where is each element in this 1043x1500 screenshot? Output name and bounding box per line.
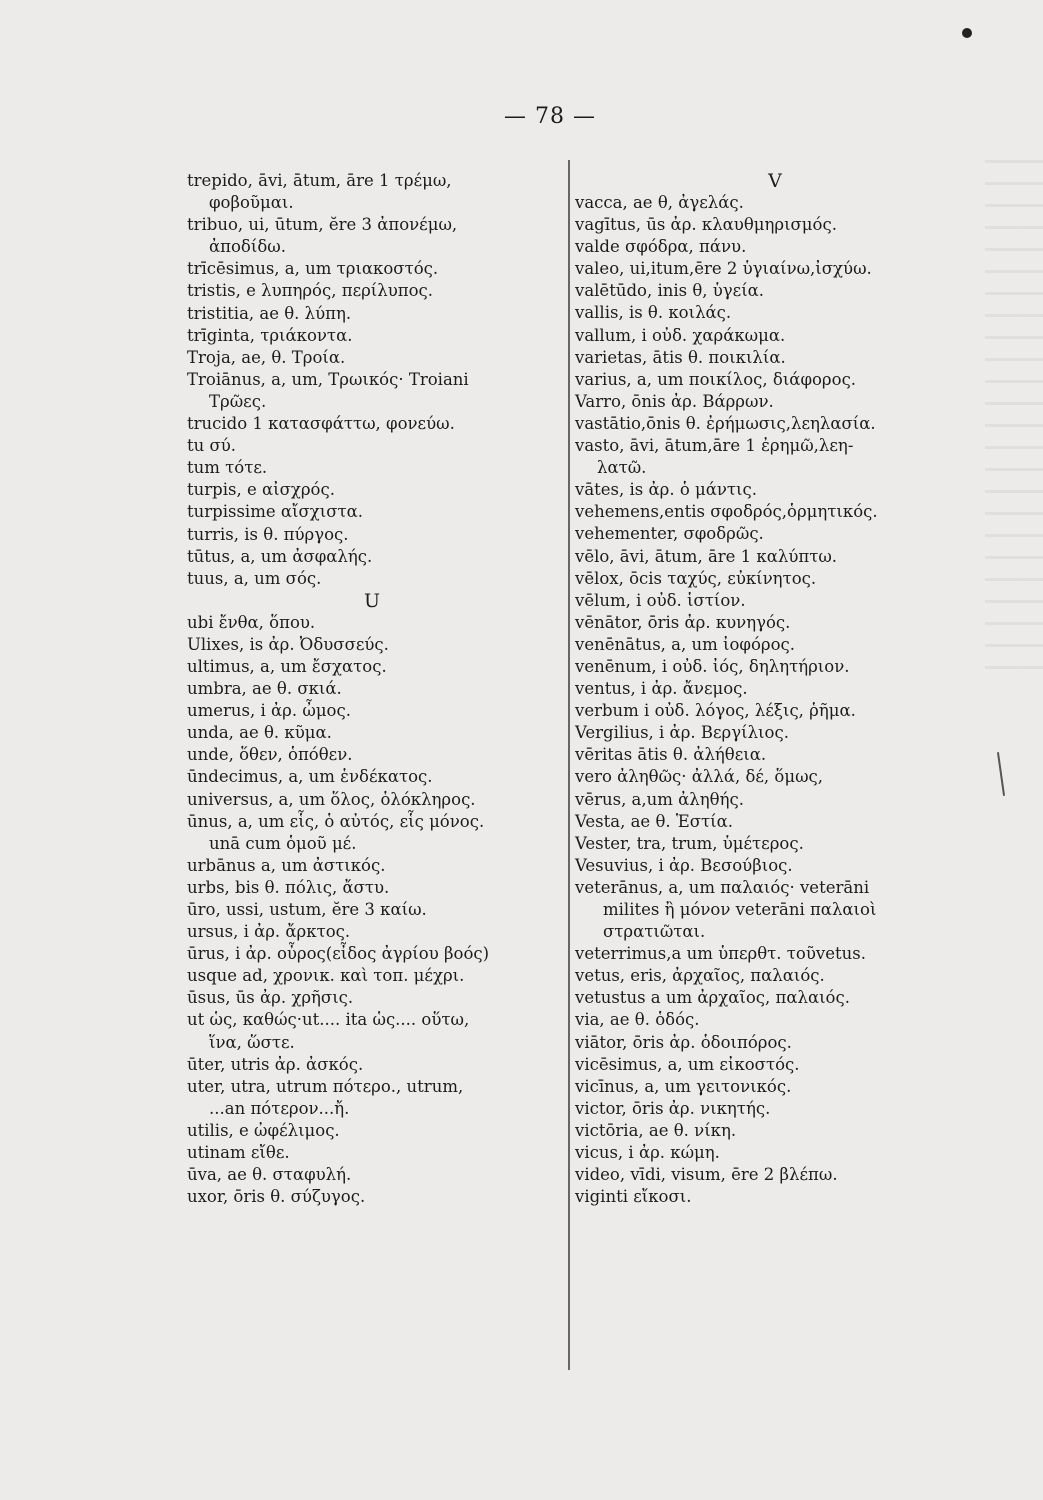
dictionary-entry: vēlum, i οὐδ. ἱστίον. xyxy=(575,590,746,610)
dictionary-entry: utinam εἴθε. xyxy=(187,1143,290,1163)
dictionary-entry: ...an πότερον...ἤ. xyxy=(209,1098,350,1118)
dictionary-entry: urbs, bis θ. πόλις, ἄστυ. xyxy=(187,877,390,897)
left-column xyxy=(187,170,565,1208)
dictionary-entry: victōria, ae θ. νίκη. xyxy=(575,1120,737,1140)
dictionary-entry: Ulixes, is ἀρ. Ὀδυσσεύς. xyxy=(187,634,389,654)
dictionary-entry: unde, ὅθεν, ὁπόθεν. xyxy=(187,745,353,765)
dictionary-entry: ūva, ae θ. σταφυλή. xyxy=(187,1165,352,1185)
dictionary-entry: ursus, i ἀρ. ἄρκτος. xyxy=(187,922,351,942)
dictionary-entry: λατῶ. xyxy=(597,458,647,478)
dictionary-entry: ūrus, i ἀρ. οὖρος(εἶδος ἀγρίου βοός) xyxy=(187,944,490,964)
dictionary-entry: vicīnus, a, um γειτονικός. xyxy=(575,1076,792,1096)
dictionary-entry: vasto, āvi, ātum,āre 1 ἐρημῶ,λεη- xyxy=(575,436,854,456)
dictionary-entry: unda, ae θ. κῦμα. xyxy=(187,723,332,743)
right-column xyxy=(575,170,975,1208)
dictionary-entry: tuus, a, um σός. xyxy=(187,568,322,588)
dictionary-entry: vacca, ae θ, ἀγελάς. xyxy=(575,193,744,212)
dictionary-entry: Τρῶες. xyxy=(209,391,267,411)
dictionary-entry: ἀποδίδω. xyxy=(209,237,286,257)
dictionary-entry: tu σύ. xyxy=(187,436,237,456)
dictionary-entry: via, ae θ. ὁδός. xyxy=(575,1010,700,1030)
dictionary-entry: vehementer, σφοδρῶς. xyxy=(575,524,764,544)
dictionary-entry: vallum, i οὐδ. χαράκωμα. xyxy=(575,325,786,345)
dictionary-entry: unā cum ὁμοῦ μέ. xyxy=(209,833,357,853)
dictionary-entry: ubi ἔνθα, ὅπου. xyxy=(187,612,316,632)
dictionary-entry: vastātio,ōnis θ. ἐρήμωσις,λεηλασία. xyxy=(575,413,876,433)
dictionary-entry: trucido 1 κατασφάττω, φονεύω. xyxy=(187,414,455,434)
dictionary-entry: veterrimus,a um ὑπερθτ. τοῦvetus. xyxy=(575,944,866,964)
page-number: — 78 — xyxy=(504,104,596,129)
dictionary-entry: ūro, ussi, ustum, ĕre 3 καίω. xyxy=(187,900,427,919)
dictionary-entry: ἵνα, ὥστε. xyxy=(209,1032,295,1052)
dictionary-entry: vagītus, ūs ἀρ. κλαυθμηρισμός. xyxy=(575,215,837,235)
dictionary-entry: vetustus a um ἀρχαῖος, παλαιός. xyxy=(575,988,850,1008)
dictionary-entry: vetus, eris, ἀρχαῖος, παλαιός. xyxy=(575,966,825,986)
dictionary-entry: venēnātus, a, um ἰοφόρος. xyxy=(575,634,796,654)
dictionary-entry: varius, a, um ποικίλος, διάφορος. xyxy=(575,369,857,389)
dictionary-entry: vehemens,entis σφοδρός,ὁρμητικός. xyxy=(575,502,878,522)
dictionary-entry: utilis, e ὠφέλιμος. xyxy=(187,1120,340,1140)
dictionary-entry: venēnum, i οὐδ. ἰός, δηλητήριον. xyxy=(575,656,850,676)
dictionary-entry: video, vīdi, visum, ēre 2 βλέπω. xyxy=(575,1165,838,1185)
dictionary-entry: vicus, i ἀρ. κώμη. xyxy=(575,1143,720,1163)
dictionary-entry: vēritas ātis θ. ἀλήθεια. xyxy=(575,745,767,765)
dictionary-entry: turris, is θ. πύργος. xyxy=(187,524,349,544)
margin-mark xyxy=(997,752,1005,796)
dictionary-entry: uxor, ōris θ. σύζυγος. xyxy=(187,1187,366,1207)
dictionary-entry: ūter, utris ἀρ. ἀσκός. xyxy=(187,1054,364,1074)
dictionary-entry: urbānus a, um ἀστικός. xyxy=(187,855,386,875)
dictionary-entry: valde σφόδρα, πάνυ. xyxy=(575,237,747,257)
dictionary-entry: tristitia, ae θ. λύπη. xyxy=(187,303,352,323)
bleed-through-texture xyxy=(985,160,1043,680)
dictionary-entry: Vester, tra, trum, ὑμέτερος. xyxy=(575,833,804,853)
dictionary-entry: ūnus, a, um εἷς, ὁ αὐτός, εἷς μόνος. xyxy=(187,811,485,831)
dictionary-entry: vēlo, āvi, ātum, āre 1 καλύπτω. xyxy=(575,546,838,566)
dictionary-entry: Varro, ōnis ἀρ. Βάρρων. xyxy=(575,391,774,411)
dictionary-entry: vātes, is ἀρ. ὁ μάντις. xyxy=(575,480,757,500)
dictionary-entry: umerus, i ἀρ. ὦμος. xyxy=(187,701,351,721)
dictionary-entry: ūndecimus, a, um ἑνδέκατος. xyxy=(187,767,433,787)
dictionary-entry: trīginta, τριάκοντα. xyxy=(187,325,353,345)
dictionary-entry: φοβοῦμαι. xyxy=(209,193,294,213)
dictionary-entry: varietas, ātis θ. ποικιλία. xyxy=(575,347,786,367)
dictionary-entry: tribuo, ui, ūtum, ĕre 3 ἀπονέμω, xyxy=(187,215,458,235)
dictionary-entry: uter, utra, utrum πότερο., utrum, xyxy=(187,1076,464,1096)
dictionary-entry: veterānus, a, um παλαιός· veterāni xyxy=(575,877,870,897)
dictionary-entry: Vesta, ae θ. Ἑστία. xyxy=(575,811,733,831)
dictionary-entry: στρατιῶται. xyxy=(603,922,706,942)
dictionary-entry: turpissime αἴσχιστα. xyxy=(187,502,363,522)
dictionary-entry: tum τότε. xyxy=(187,458,268,478)
dictionary-entry: valētūdo, inis θ, ὑγεία. xyxy=(575,281,765,301)
dictionary-entry: viātor, ōris ἀρ. ὁδοιπόρος. xyxy=(575,1032,792,1052)
dictionary-entry: vicēsimus, a, um εἰκοστός. xyxy=(575,1054,800,1074)
dictionary-entry: Troja, ae, θ. Τροία. xyxy=(187,347,346,367)
section-heading: U xyxy=(363,589,380,612)
dictionary-entry: vallis, is θ. κοιλάς. xyxy=(575,303,732,323)
dictionary-entry: vēnātor, ōris ἀρ. κυνηγός. xyxy=(575,612,791,632)
dictionary-entry: ūsus, ūs ἀρ. χρῆσις. xyxy=(187,988,354,1008)
dictionary-entry: vēlox, ōcis ταχύς, εὐκίνητος. xyxy=(575,568,817,588)
section-heading: V xyxy=(768,170,782,192)
dictionary-entry: vero ἀληθῶς· ἀλλά, δέ, ὅμως, xyxy=(575,767,824,787)
dictionary-entry: umbra, ae θ. σκιά. xyxy=(187,679,342,699)
dictionary-entry: valeo, ui,itum,ēre 2 ὑγιαίνω,ἰσχύω. xyxy=(575,259,872,279)
dictionary-entry: tristis, e λυπηρός, περίλυπος. xyxy=(187,281,434,301)
dictionary-entry: tūtus, a, um ἀσφαλής. xyxy=(187,546,373,566)
dictionary-entry: universus, a, um ὅλος, ὁλόκληρος. xyxy=(187,789,476,809)
column-divider xyxy=(568,160,570,1370)
dictionary-entry: Troiānus, a, um, Τρωικός· Troiani xyxy=(187,369,469,389)
dictionary-entry: turpis, e αἰσχρός. xyxy=(187,480,335,500)
dictionary-entry: vērus, a,um ἀληθής. xyxy=(575,789,744,809)
dictionary-entry: viginti εἴκοσι. xyxy=(575,1187,692,1207)
dictionary-entry: ventus, i ἀρ. ἄνεμος. xyxy=(575,679,748,699)
dictionary-entry: verbum i οὐδ. λόγος, λέξις, ῥῆμα. xyxy=(575,701,856,721)
dictionary-entry: trepido, āvi, ātum, āre 1 τρέμω, xyxy=(187,171,452,190)
ink-speck xyxy=(962,28,972,38)
dictionary-entry: usque ad, χρονικ. καὶ τοπ. μέχρι. xyxy=(187,966,465,986)
dictionary-entry: trīcēsimus, a, um τριακοστός. xyxy=(187,259,439,279)
dictionary-entry: victor, ōris ἀρ. νικητής. xyxy=(575,1098,771,1118)
dictionary-entry: Vergilius, i ἀρ. Βεργίλιος. xyxy=(575,723,789,743)
dictionary-entry: ut ὡς, καθώς·ut.... ita ὡς.... οὕτω, xyxy=(187,1010,470,1030)
dictionary-entry: milites ἢ μόνον veterāni παλαιοὶ xyxy=(603,900,877,919)
dictionary-entry: ultimus, a, um ἔσχατος. xyxy=(187,656,387,676)
dictionary-entry: Vesuvius, i ἀρ. Βεσούβιος. xyxy=(575,855,793,875)
